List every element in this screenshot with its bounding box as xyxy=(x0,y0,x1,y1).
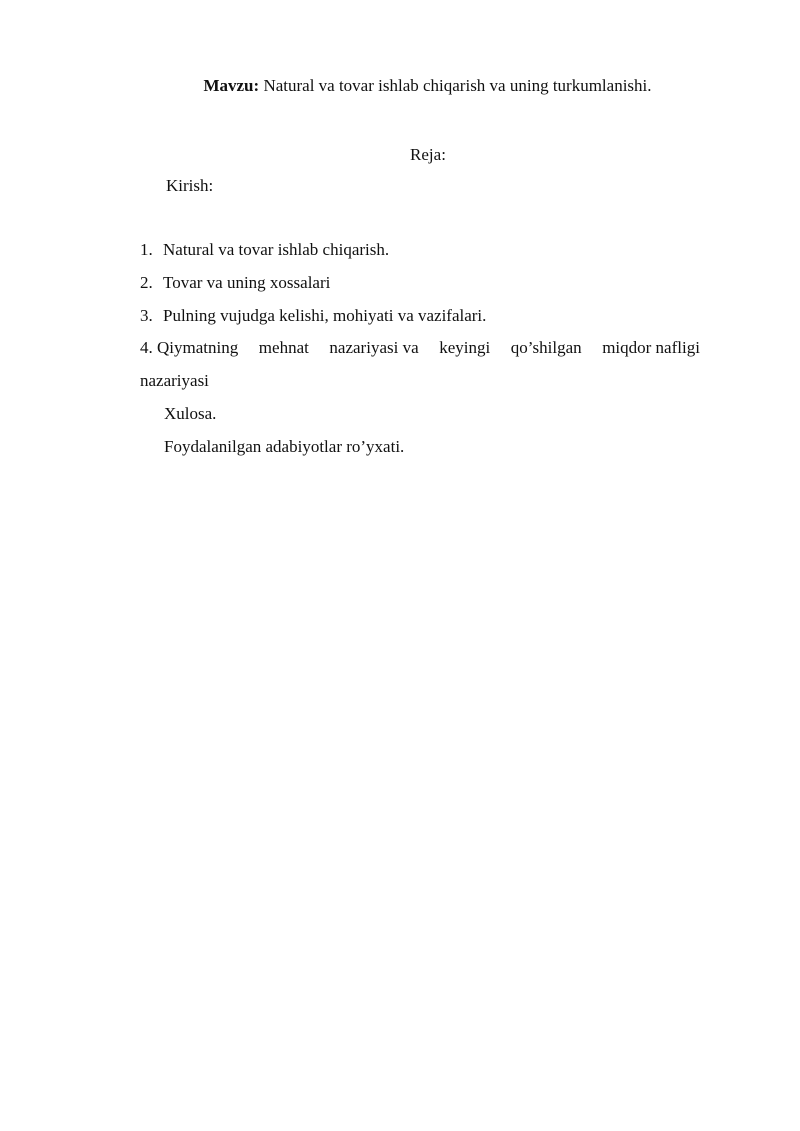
list-item-4 xyxy=(140,331,700,397)
list-item-4-word: 4. Qiymatning xyxy=(140,338,239,357)
title-text: Natural va tovar ishlab chiqarish va uning turkumlanishi. xyxy=(263,76,652,95)
list-item-4-word: qo’shilgan xyxy=(510,338,582,357)
references-line: Foydalanilgan adabiyotlar ro’yxati. xyxy=(164,437,405,456)
list-item-4-word: miqdor nafligi xyxy=(602,338,700,357)
intro-line: Kirish: xyxy=(166,176,214,195)
list-item-text: Tovar va uning xossalari xyxy=(163,273,331,292)
list-item-4-continuation: nazariyasi xyxy=(140,371,209,390)
list-item-text: Natural va tovar ishlab chiqarish. xyxy=(163,240,390,259)
list-item-4-first-line xyxy=(140,331,700,364)
page-title xyxy=(0,76,800,96)
plan-heading: Reja: xyxy=(410,145,446,164)
list-item-4-word: mehnat xyxy=(258,338,309,357)
list-item xyxy=(140,306,486,326)
conclusion-line: Xulosa. xyxy=(164,404,217,423)
list-item-number: 2. xyxy=(140,273,153,292)
list-item xyxy=(140,273,330,293)
list-item-4-word: keyingi xyxy=(439,338,491,357)
list-item xyxy=(140,240,389,260)
list-item-number: 1. xyxy=(140,240,153,259)
title-label: Mavzu: xyxy=(203,76,260,95)
list-item-text: Pulning vujudga kelishi, mohiyati va vazifalari. xyxy=(163,306,487,325)
list-item-4-word: nazariyasi va xyxy=(329,338,419,357)
list-item-number: 3. xyxy=(140,306,153,325)
